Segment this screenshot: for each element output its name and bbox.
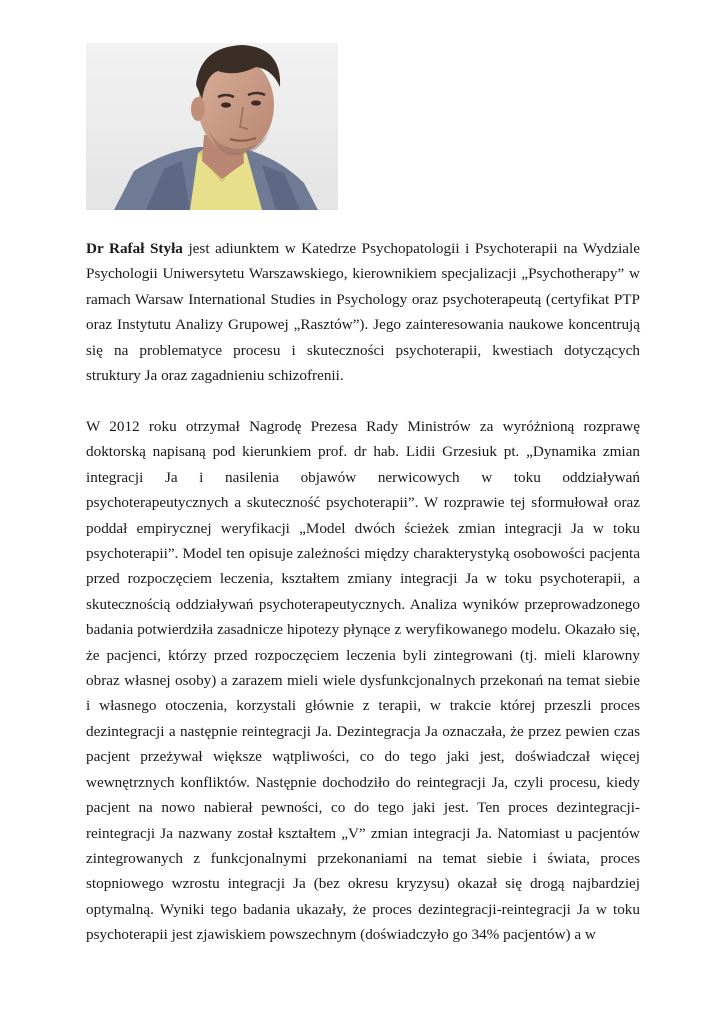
bio-paragraph-2 (86, 414, 640, 948)
bio-paragraph-1 (86, 236, 640, 388)
person-name: Dr Rafał Styła (86, 240, 183, 257)
portrait-illustration (86, 43, 338, 210)
paragraph-1-text: jest adiunktem w Katedrze Psychopatologii i Psychoterapii na Wydziale Psychologii Uniwersytetu Warszawskiego, kierownikiem specjalizacji „Psychotherapy” w ramach Warsaw International Studies in Psychology oraz psychoterapeutą (certyfikat PTP oraz Instytutu Analizy Grupowej „Rasztów”). Jego zainteresowania naukowe koncentrują się na problematyce procesu i skuteczności psychoterapii, kwestiach dotyczących struktury Ja oraz zagadnieniu schizofrenii. (86, 240, 640, 385)
portrait-photo (86, 43, 338, 210)
paragraph-2-text: W 2012 roku otrzymał Nagrodę Prezesa Rady Ministrów za wyróżnioną rozprawę doktorską napisaną pod kierunkiem prof. dr hab. Lidii Grzesiuk pt. „Dynamika zmian integracji Ja i nasilenia objawów nerwicowych w toku oddziaływań psychoterapeutycznych a skuteczność psychoterapii”. W rozprawie tej sformułował oraz poddał empirycznej weryfikacji „Model dwóch ścieżek zmian integracji Ja w toku psychoterapii”. Model ten opisuje zależności między charakterystyką osobowości pacjenta przed rozpoczęciem leczenia, kształtem zmiany integracji Ja w toku psychoterapii, a skutecznością oddziaływań psychoterapeutycznych. Analiza wyników przeprowadzonego badania potwierdziła zasadnicze hipotezy płynące z weryfikowanego modelu. Okazało się, że pacjenci, którzy przed rozpoczęciem leczenia byli zintegrowani (tj. mieli klarowny obraz własnej osoby) a zarazem mieli wiele dysfunkcjonalnych przekonań na temat siebie i własnego otoczenia, korzystali głównie z terapii, w trakcie której przeszli proces dezintegracji a następnie reintegracji Ja. Dezintegracja Ja oznaczała, że przez pewien czas pacjent przeżywał większe wątpliwości, co do tego jaki jest, doświadczał więcej wewnętrznych konfliktów. Następnie dochodziło do reintegracji Ja, czyli procesu, kiedy pacjent na nowo nabierał pewności, co do tego jaki jest. Ten proces dezintegracji-reintegracji Ja nazwany został kształtem „V” zmian integracji Ja. Natomiast u pacjentów zintegrowanych z funkcjonalnymi przekonaniami na temat siebie i świata, proces stopniowego wzrostu integracji Ja (bez okresu kryzysu) okazał się drogą najbardziej optymalną. Wyniki tego badania ukazały, że proces dezintegracji-reintegracji Ja w toku psychoterapii jest zjawiskiem powszechnym (doświadczyło go 34% pacjentów) a w (86, 418, 640, 944)
